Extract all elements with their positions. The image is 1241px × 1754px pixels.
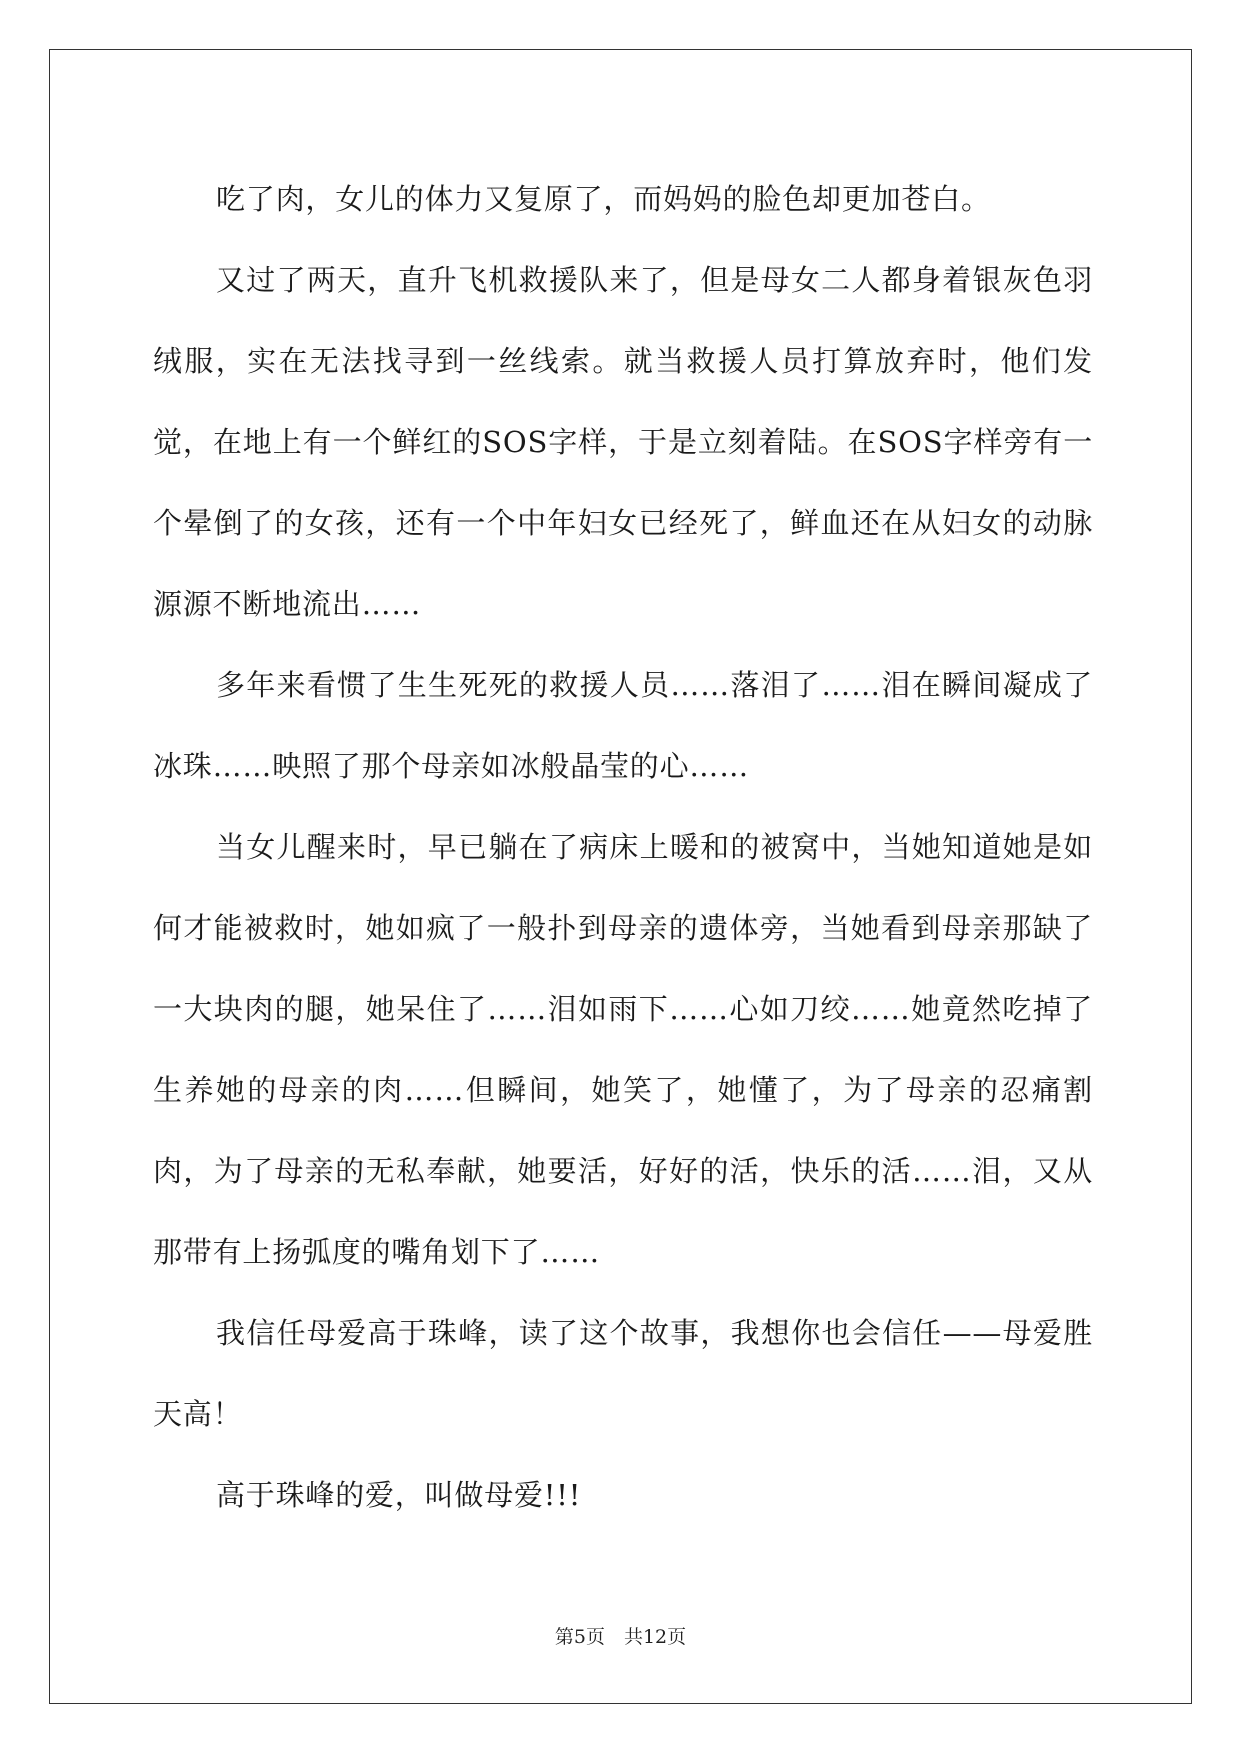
document-body — [153, 159, 1093, 1536]
paragraph-1: 吃了肉，女儿的体力又复原了，而妈妈的脸色却更加苍白。 — [216, 182, 991, 216]
paragraph-3: 多年来看惯了生生死死的救援人员……落泪了……泪在瞬间凝成了冰珠……映照了那个母亲如冰般晶莹的心…… — [153, 668, 1093, 783]
paragraph-4: 当女儿醒来时，早已躺在了病床上暖和的被窝中，当她知道她是如何才能被救时，她如疯了一般扑到母亲的遗体旁，当她看到母亲那缺了一大块肉的腿，她呆住了……泪如雨下……心如刀绞……她竟然吃掉了生养她的母亲的肉……但瞬间，她笑了，她懂了，为了母亲的忍痛割肉，为了母亲的无私奉献，她要活，好好的活，快乐的活……泪，又从那带有上扬弧度的嘴角划下了…… — [153, 830, 1093, 1269]
page-number: 第5页 共12页 — [554, 1626, 687, 1648]
paragraph-2: 又过了两天，直升飞机救援队来了，但是母女二人都身着银灰色羽绒服，实在无法找寻到一丝线索。就当救援人员打算放弃时，他们发觉，在地上有一个鲜红的SOS字样，于是立刻着陆。在SOS字样旁有一个晕倒了的女孩，还有一个中年妇女已经死了，鲜血还在从妇女的动脉源源不断地流出…… — [153, 263, 1093, 621]
paragraph-5: 我信任母爱高于珠峰，读了这个故事，我想你也会信任——母爱胜天高！ — [153, 1316, 1093, 1431]
paragraph-6: 高于珠峰的爱，叫做母爱!!! — [216, 1478, 582, 1512]
